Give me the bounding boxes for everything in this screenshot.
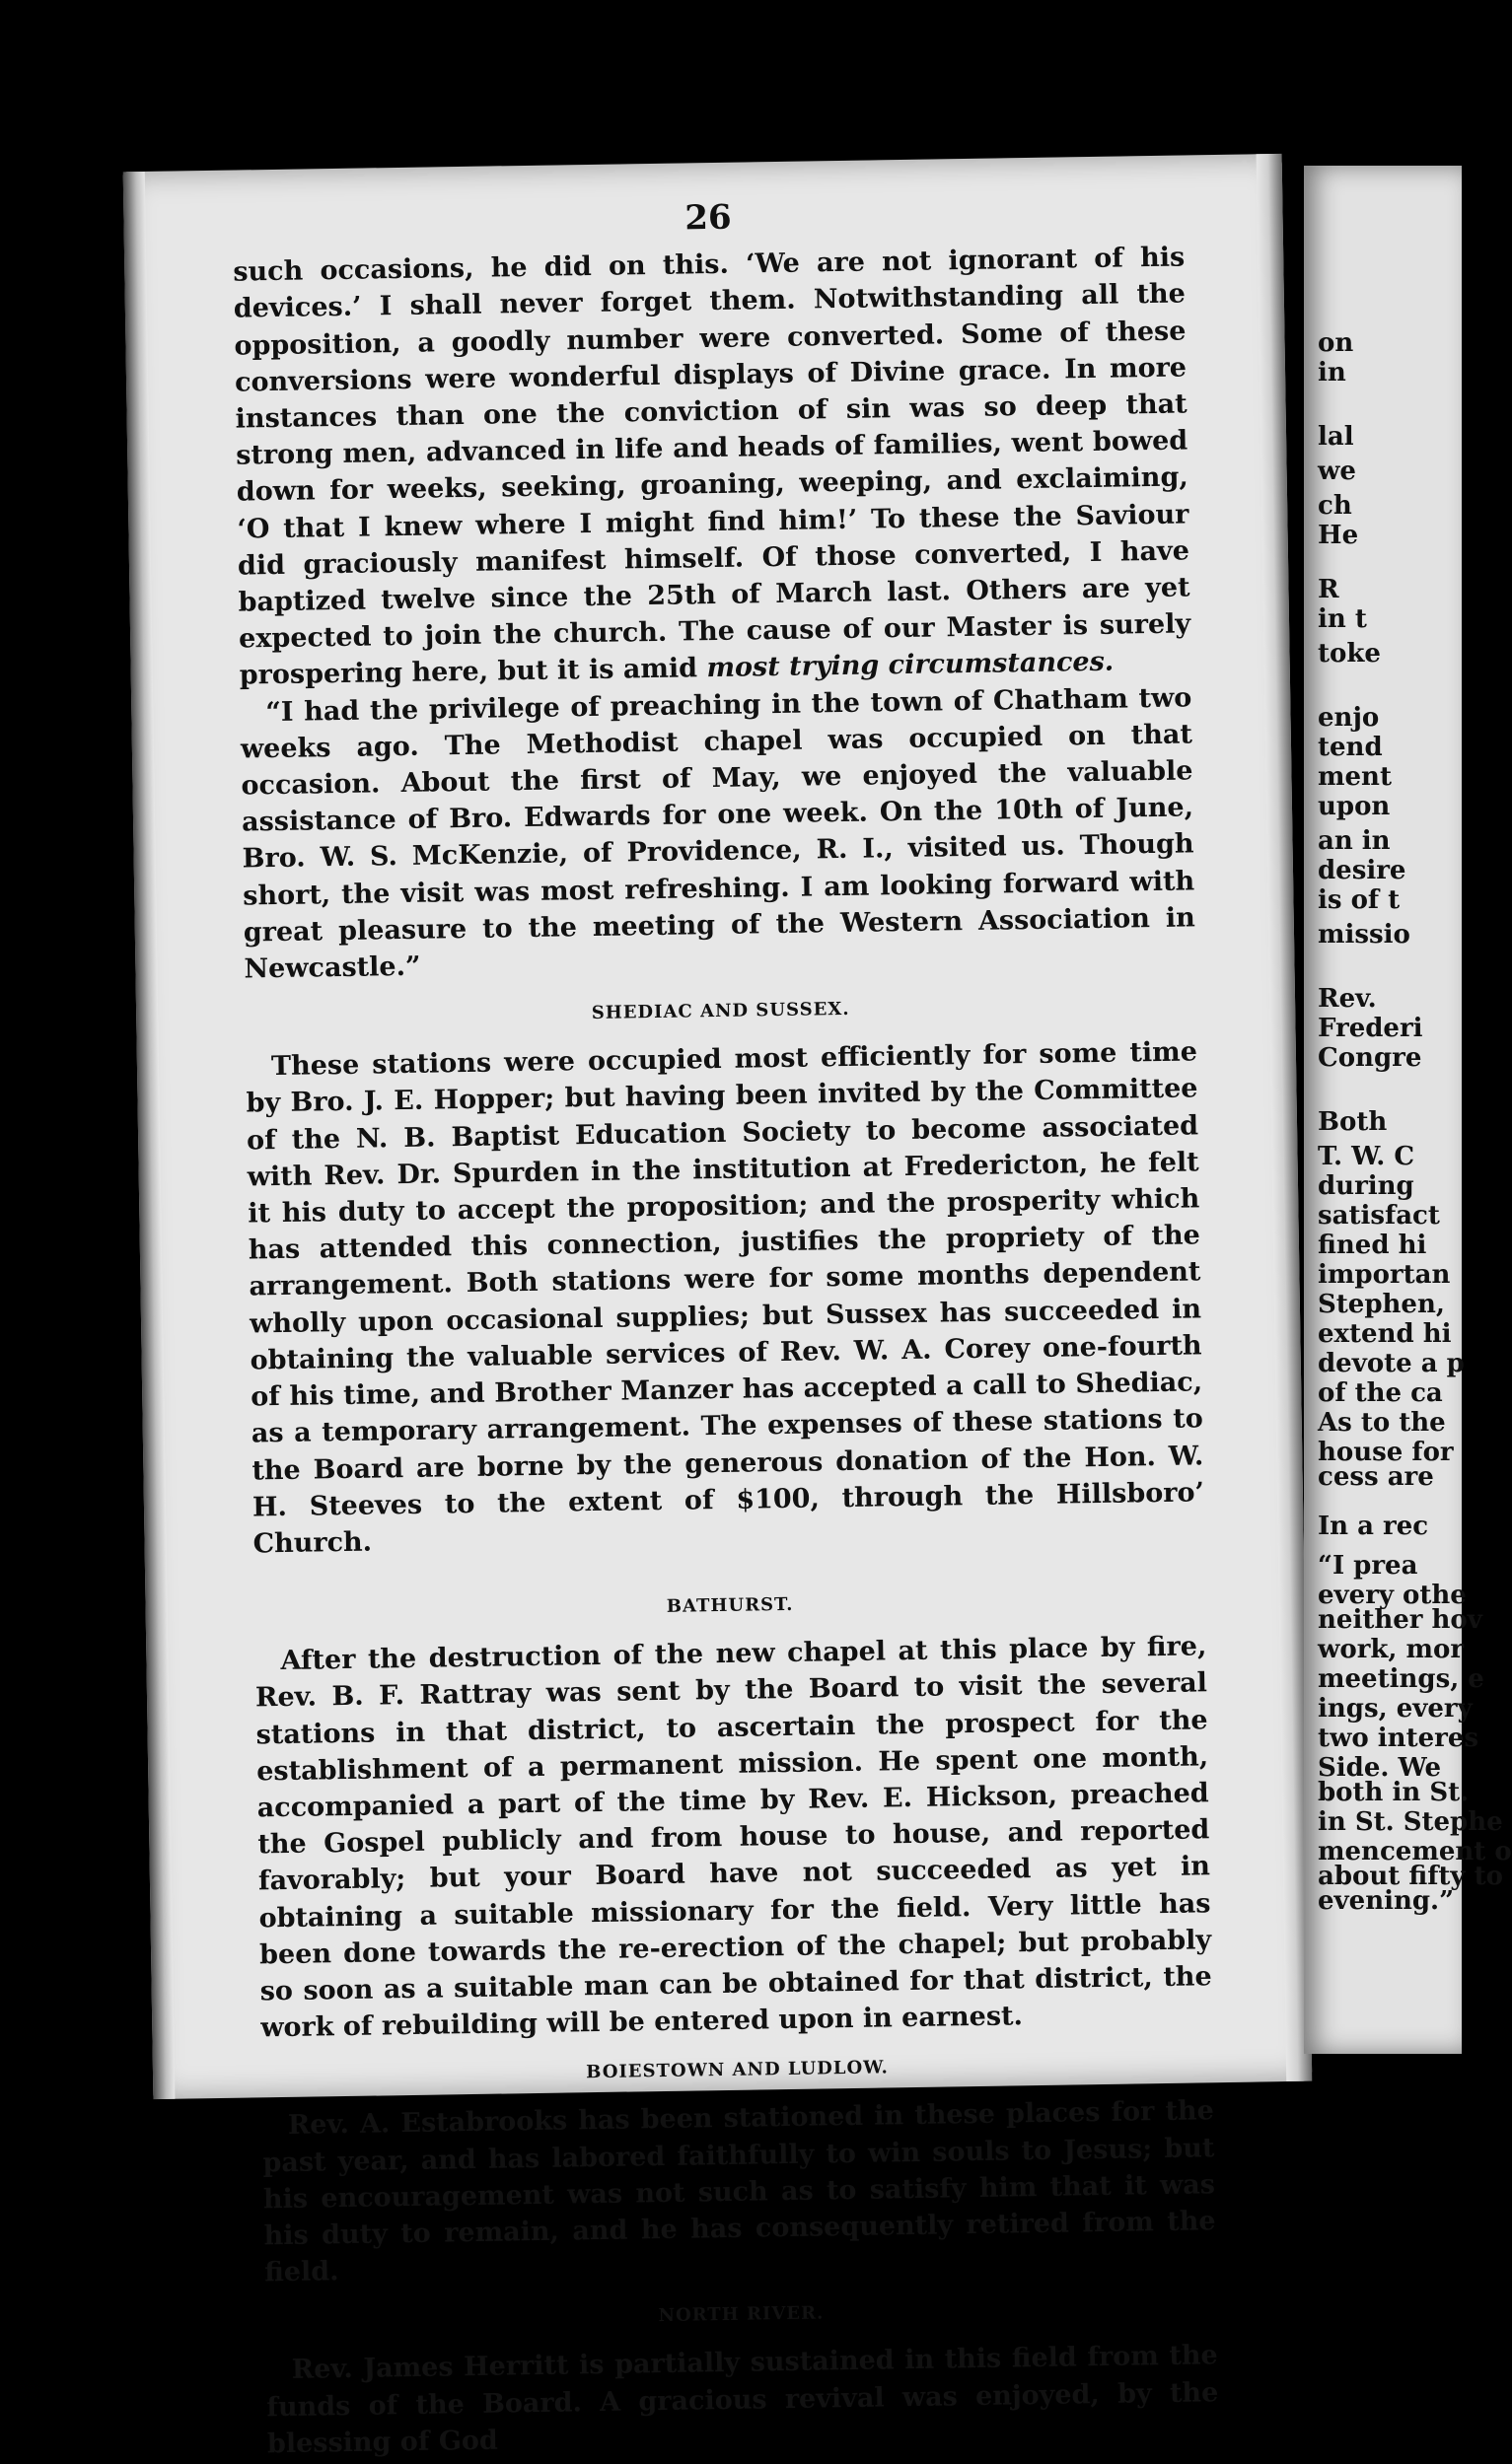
paragraph-north-river: Rev. James Herritt is partially sustained in this field from the funds of the Board. A gracious revival was enjoyed, by the blessing of God: [266, 2340, 1219, 2460]
right-page-fragment: house for: [1318, 1438, 1454, 1467]
left-page: [123, 154, 1313, 2460]
paragraph-boiestown-ludlow: Rev. A. Estabrooks has been stationed in these places for the past year, and has labored faithfully to win souls to Jesus; but his encouragement was not such as to satisfy him that it was his duty to remain, and he has consequently retired from the field.: [262, 2095, 1216, 2288]
page-number: 26: [684, 197, 732, 239]
right-page-fragment: satisfact: [1318, 1201, 1440, 1231]
right-page-fragment: missio: [1318, 920, 1410, 950]
right-page-fragment: work, mor: [1318, 1635, 1465, 1664]
right-page-fragment: Congre: [1318, 1043, 1422, 1073]
right-page-fragment: He: [1318, 521, 1359, 550]
heading-north-river: NORTH RIVER.: [658, 2302, 825, 2327]
right-page-edge: [1304, 166, 1512, 2054]
right-page-fragment: Rev.: [1318, 984, 1377, 1014]
right-page-fragment: extend hi: [1318, 1319, 1452, 1349]
right-page-fragment: about fifty to: [1318, 1862, 1503, 1891]
right-page-fragment: Side. We: [1318, 1753, 1442, 1783]
right-page-fragment: tend: [1318, 733, 1383, 762]
right-page-fragment: fined hi: [1318, 1231, 1427, 1260]
right-page-fragment: importan: [1318, 1260, 1451, 1290]
right-page-fragment: on: [1318, 328, 1354, 358]
right-page-fragment: every othe: [1318, 1581, 1467, 1610]
heading-bathurst: BATHURST.: [666, 1593, 794, 1617]
right-page-fragment: two interes: [1318, 1724, 1478, 1753]
right-page-fragment: mencement o: [1318, 1837, 1512, 1866]
heading-shediac-sussex: SHEDIAC AND SUSSEX.: [591, 999, 850, 1024]
right-page-fragment: in St. Stephe: [1318, 1807, 1503, 1837]
emphasis-trying-circumstances: most trying circumstances.: [706, 647, 1115, 684]
right-page-fragment: of the ca: [1318, 1378, 1443, 1408]
left-page-text: [232, 192, 1219, 2462]
right-page-fragment: upon: [1318, 792, 1391, 821]
right-page-fragment: As to the: [1318, 1408, 1446, 1438]
right-page-fragment: ment: [1318, 762, 1392, 792]
right-page-fragment: an in: [1318, 826, 1391, 856]
right-page-fragment: we: [1318, 457, 1356, 486]
paragraph-shediac-sussex: These stations were occupied most efficiently for some time by Bro. J. E. Hopper; but having been invited by the Committee of the N. B. Baptist Education Society to become associated with Rev. Dr. Spurden in the institution at Fredericton, he felt it his duty to accept the proposition; and the prosperity which has attended this connection, justifies the propriety of the arrangement. Both stations were for some months dependent wholly upon occasional supplies; but Sussex has succeeded in obtaining the valuable services of Rev. W. A. Corey one-fourth of his time, and Brother Manzer has accepted a call to Shediac, as a temporary arrangement. The expenses of these stations to the Board are borne by the generous donation of the Hon. W. H. Steeves to the extent of $100, through the Hillsboro’ Church.: [246, 1036, 1205, 1560]
right-page-fragment: meetings, e: [1318, 1664, 1484, 1694]
right-page-fragment: cess are: [1318, 1462, 1434, 1492]
paragraph-bathurst: After the destruction of the new chapel at this place by fire, Rev. B. F. Rattray was sent by the Board to visit the several stations in that district, to ascertain the prospect for the establishment of a permanent mission. He spent one month, accompanied a part of the time by Rev. E. Hickson, preached the Gospel publicly and from house to house, and reported favorably; but your Board have not succeeded as yet in obtaining a suitable missionary for the field. Very little has been done towards the re-erection of the chapel; but probably so soon as a suitable man can be obtained for that district, the work of rebuilding will be entered upon in earnest.: [254, 1631, 1212, 2044]
right-page-fragment: Frederi: [1318, 1014, 1423, 1043]
paragraph-conversions: [233, 240, 1191, 695]
right-page-fragment: evening.”: [1318, 1886, 1455, 1916]
right-page-fragment: Both: [1318, 1107, 1388, 1137]
right-page-fragment: desire: [1318, 856, 1406, 885]
right-page-fragment: Stephen,: [1318, 1290, 1445, 1319]
right-page-fragment: T. W. C: [1318, 1142, 1415, 1171]
right-page-fragment: in: [1318, 358, 1346, 387]
right-page-fragment: during: [1318, 1171, 1414, 1201]
paragraph-chatham: “I had the privilege of preaching in the town of Chatham two weeks ago. The Methodist chapel was occupied on that occasion. About the first of May, we enjoyed the valuable assistance of Bro. Edwards for one week. On the 10th of June, Bro. W. S. McKenzie, of Providence, R. I., visited us. Though short, the visit was most refreshing. I am looking forward with great pleasure to the meeting of the Western Association in Newcastle.”: [240, 682, 1195, 985]
right-page-fragment: neither hov: [1318, 1605, 1482, 1635]
right-page-fragment: “I prea: [1318, 1551, 1418, 1581]
right-page-fragment: ings, every: [1318, 1694, 1473, 1724]
right-page-fragment: is of t: [1318, 885, 1401, 915]
right-page-fragment: ch: [1318, 491, 1352, 521]
right-page-fragment: toke: [1318, 639, 1381, 669]
right-page-fragment: enjo: [1318, 703, 1380, 733]
right-page-fragment: In a rec: [1318, 1512, 1429, 1541]
right-page-fragment: both in St.: [1318, 1778, 1470, 1807]
heading-boiestown-ludlow: BOIESTOWN AND LUDLOW.: [586, 2057, 890, 2083]
right-page-fragment: in t: [1318, 604, 1367, 634]
paragraph-conversions-text: such occasions, he did on this. ‘We are not ignorant of his devices.’ I shall never forget them. Notwithstanding all the opposition, a goodly number were converted. Some of these conversions were wonderful displays of Divine grace. In more instances than one the conviction of sin was so deep that strong men, advanced in life and heads of families, went bowed down for weeks, seeking, groaning, weeping, and exclaiming, ‘O that I knew where I might find him!’ To these the Saviour did graciously manifest himself. Of those converted, I have baptized twelve since the 25th of March last. Others are yet expected to join the church. The cause of our Master is surely prospering here, but it is amid: [233, 242, 1191, 691]
right-page-fragment: lal: [1318, 422, 1354, 452]
right-page-fragment: R: [1318, 575, 1339, 604]
right-page-fragment: devote a p: [1318, 1349, 1465, 1378]
